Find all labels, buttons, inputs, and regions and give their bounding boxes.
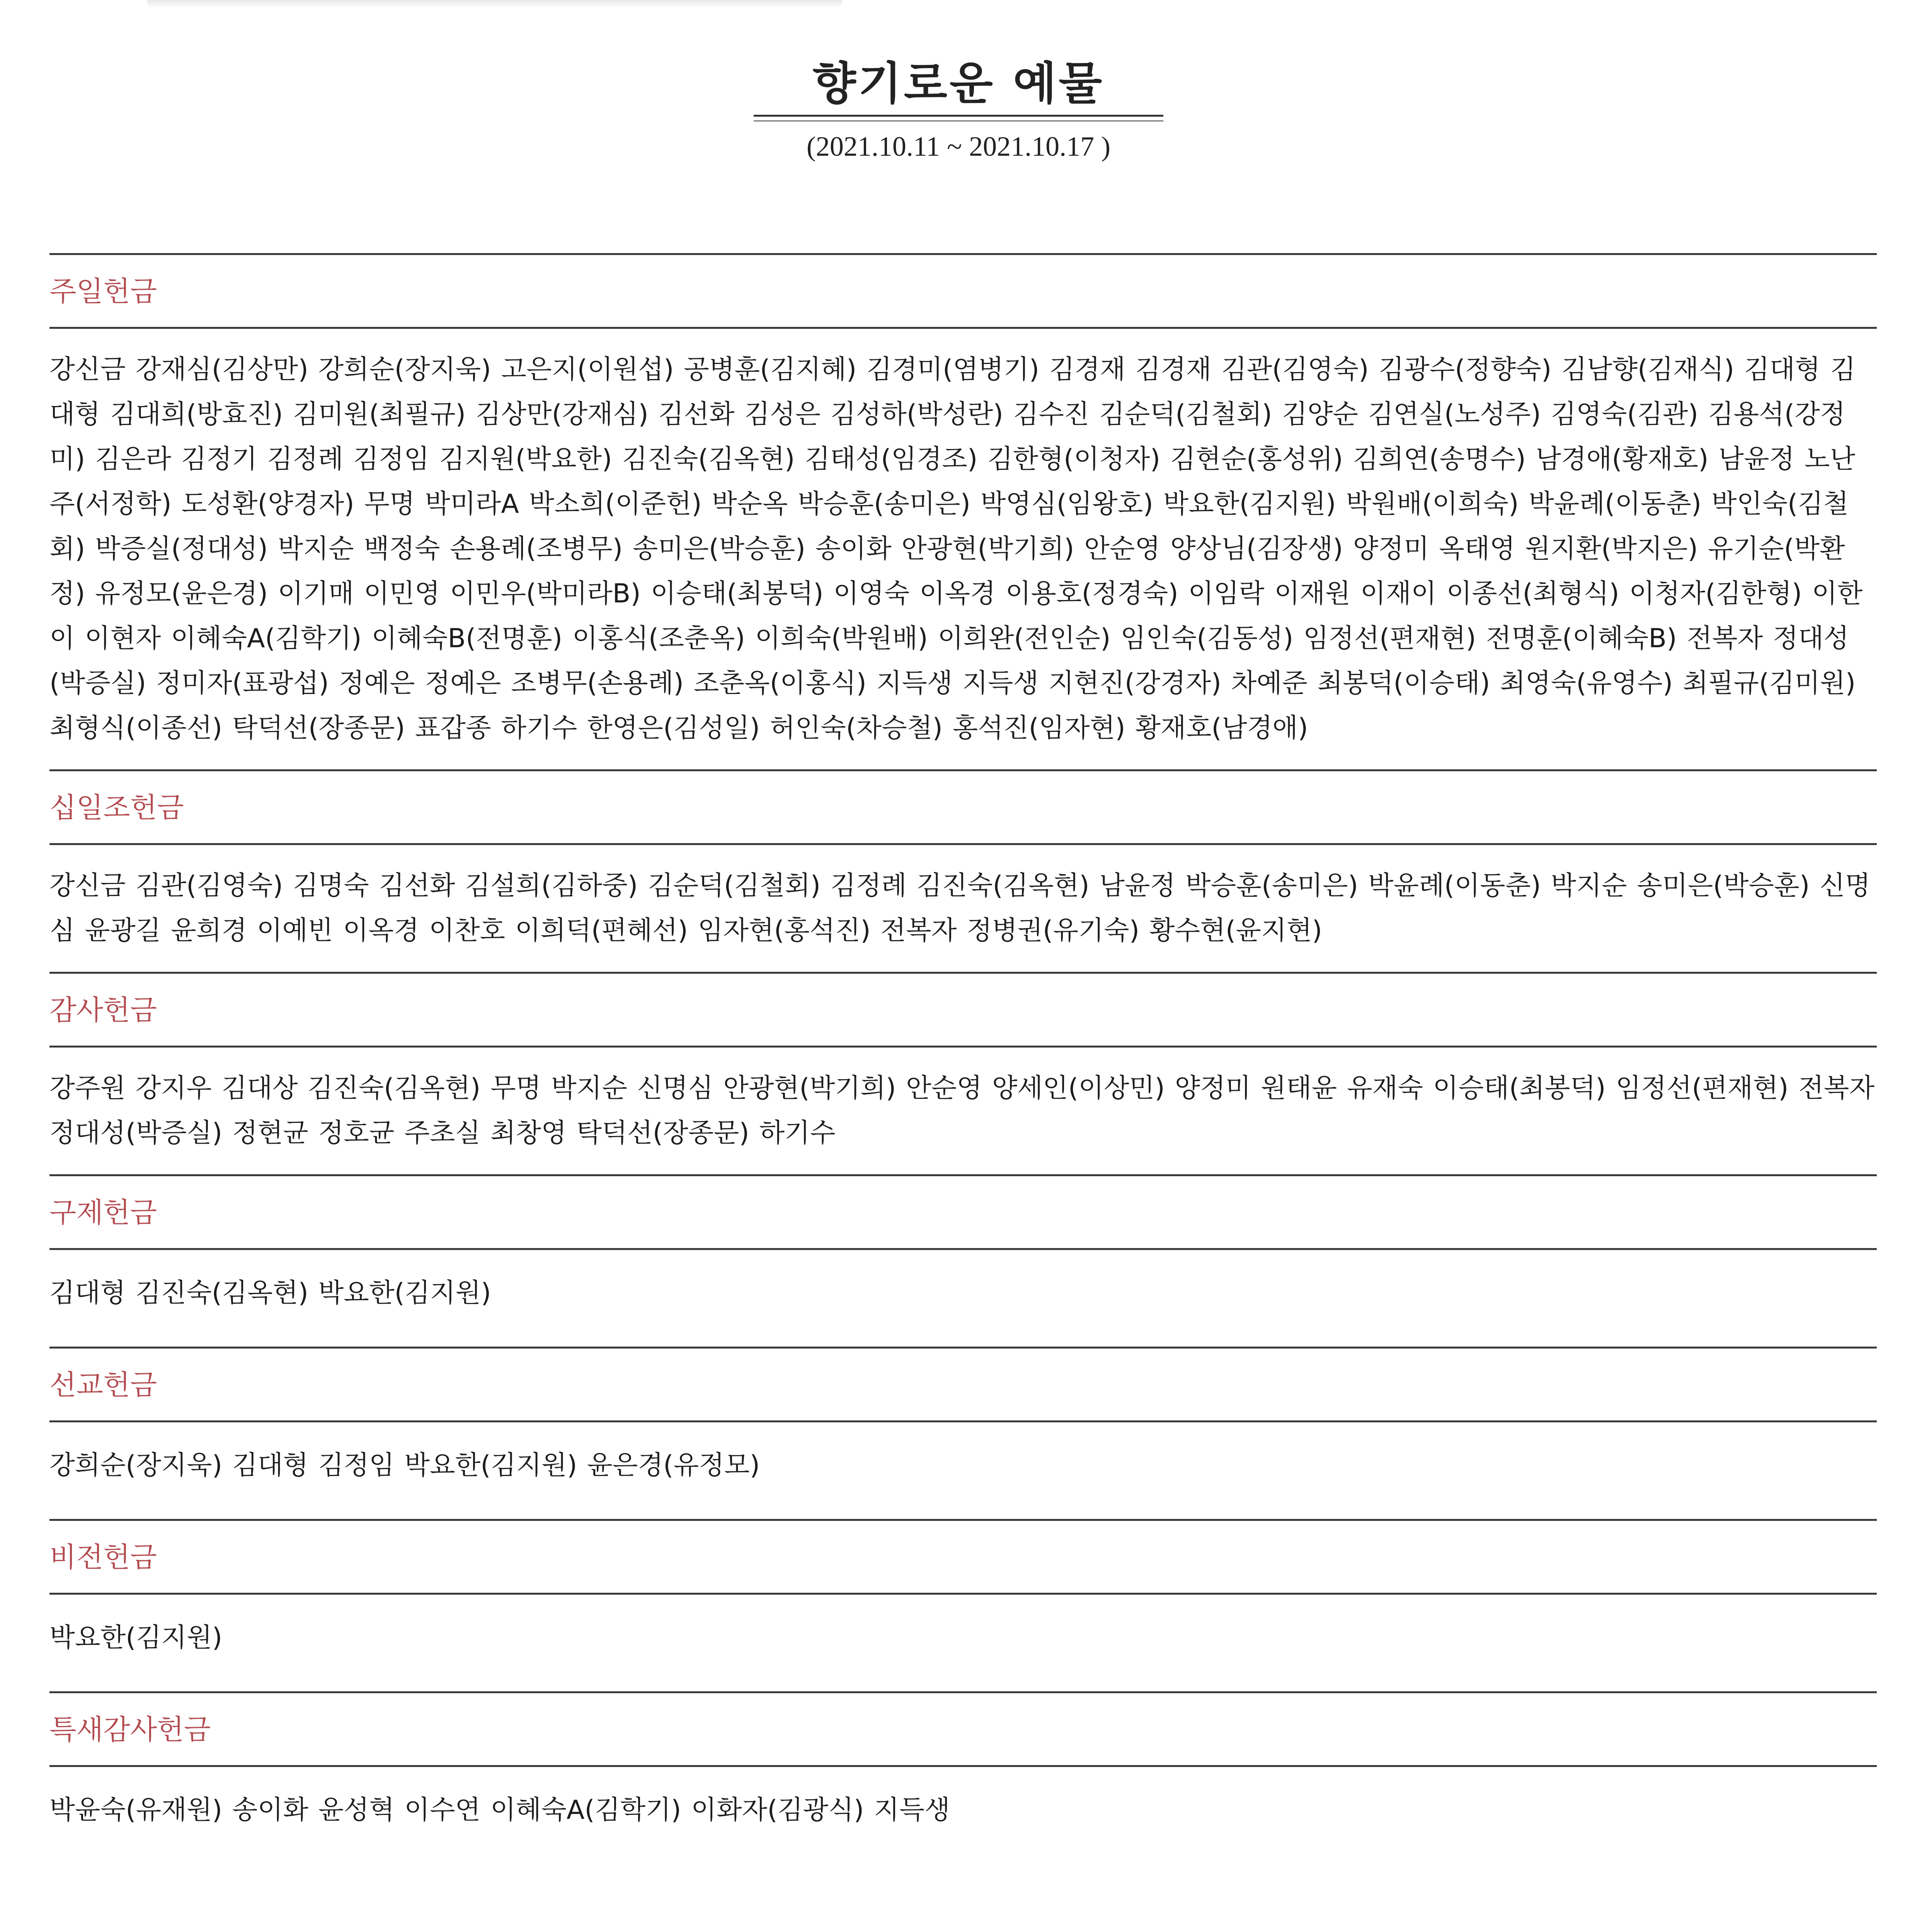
- title-underline: [754, 115, 1163, 121]
- section-names-special-dawn: 박윤숙(유재원) 송이화 윤성혁 이수연 이혜숙A(김학기) 이화자(김광식) 지득생: [49, 1795, 950, 1825]
- section-title-relief: 구제헌금: [49, 1196, 157, 1229]
- section-names-vision: 박요한(김지원): [49, 1622, 223, 1653]
- section-title-thanksgiving: 감사헌금: [49, 994, 157, 1026]
- offering-list: [49, 253, 1877, 1864]
- section-names-relief: 김대형 김진숙(김옥현) 박요한(김지원): [49, 1278, 491, 1308]
- section-title-special-dawn: 특새감사헌금: [49, 1713, 211, 1746]
- page-title: 향기로운 예물: [812, 58, 1105, 110]
- section-names-thanksgiving: 강주원 강지우 김대상 김진숙(김옥현) 무명 박지순 신명심 안광현(박기희) 안순영 양세인(이상민) 양정미 원태윤 유재숙 이승태(최봉덕) 임정선(편재현) 전복자 정대성(박증실) 정현균 정호균 주초실 최창영 탁덕선(장종문) 하기수: [49, 1073, 1875, 1148]
- section-title-tithe: 십일조헌금: [49, 791, 184, 824]
- section-names-tithe: 강신금 김관(김영숙) 김명숙 김선화 김설희(김하중) 김순덕(김철회) 김정례 김진숙(김옥현) 남윤정 박승훈(송미은) 박윤례(이동춘) 박지순 송미은(박승훈) 신명심 윤광길 윤희경 이예빈 이옥경 이찬호 이희덕(편혜선) 임자현(홍석진) 전복자 정병권(유기숙) 황수현(윤지현): [49, 871, 1871, 946]
- title-block: [0, 58, 1917, 163]
- section-names-sunday: 강신금 강재심(김상만) 강희순(장지욱) 고은지(이원섭) 공병훈(김지혜) 김경미(염병기) 김경재 김경재 김관(김영숙) 김광수(정향숙) 김남향(김재식) 김대형 김대형 김대희(방효진) 김미원(최필규) 김상만(강재심) 김선화 김성은 김성하(박성란) 김수진 김순덕(김철회) 김양순 김연실(노성주) 김영숙(김관) 김용석(강정미) 김은라 김정기 김정례 김정임 김지원(박요한) 김진숙(김옥현) 김태성(임경조) 김한형(이청자) 김현순(홍성위) 김희연(송명수) 남경애(황재호) 남윤정 노난주(서정학) 도성환(양경자) 무명 박미라A 박소희(이준헌) 박순옥 박승훈(송미은) 박영심(임왕호) 박요한(김지원) 박원배(이희숙) 박윤례(이동춘) 박인숙(김철회) 박증실(정대성) 박지순 백정숙 손용례(조병무) 송미은(박승훈) 송이화 안광현(박기희) 안순영 양상님(김장생) 양정미 옥태영 원지환(박지은) 유기순(박환정) 유정모(윤은경) 이기매 이민영 이민우(박미라B) 이승태(최봉덕) 이영숙 이옥경 이용호(정경숙) 이임락 이재원 이재이 이종선(최형식) 이청자(김한형) 이한이 이현자 이혜숙A(김학기) 이혜숙B(전명훈) 이홍식(조춘옥) 이희숙(박원배) 이희완(전인순) 임인숙(김동성) 임정선(편재현) 전명훈(이혜숙B) 전복자 정대성(박증실) 정미자(표광섭) 정예은 정예은 조병무(손용례) 조춘옥(이홍식) 지득생 지득생 지현진(강경자) 차예준 최봉덕(이승태) 최영숙(유영수) 최필규(김미원) 최형식(이종선) 탁덕선(장종문) 표갑종 하기수 한영은(김성일) 허인숙(차승철) 홍석진(임자현) 황재호(남경애): [49, 354, 1863, 743]
- scan-smudge: [147, 0, 843, 9]
- section-title-sunday: 주일헌금: [49, 275, 157, 308]
- section-names-mission: 강희순(장지욱) 김대형 김정임 박요한(김지원) 윤은경(유정모): [49, 1450, 760, 1481]
- section-title-mission: 선교헌금: [49, 1369, 157, 1401]
- period-range: (2021.10.11 ~ 2021.10.17 ): [806, 131, 1111, 162]
- section-title-vision: 비전헌금: [49, 1541, 157, 1573]
